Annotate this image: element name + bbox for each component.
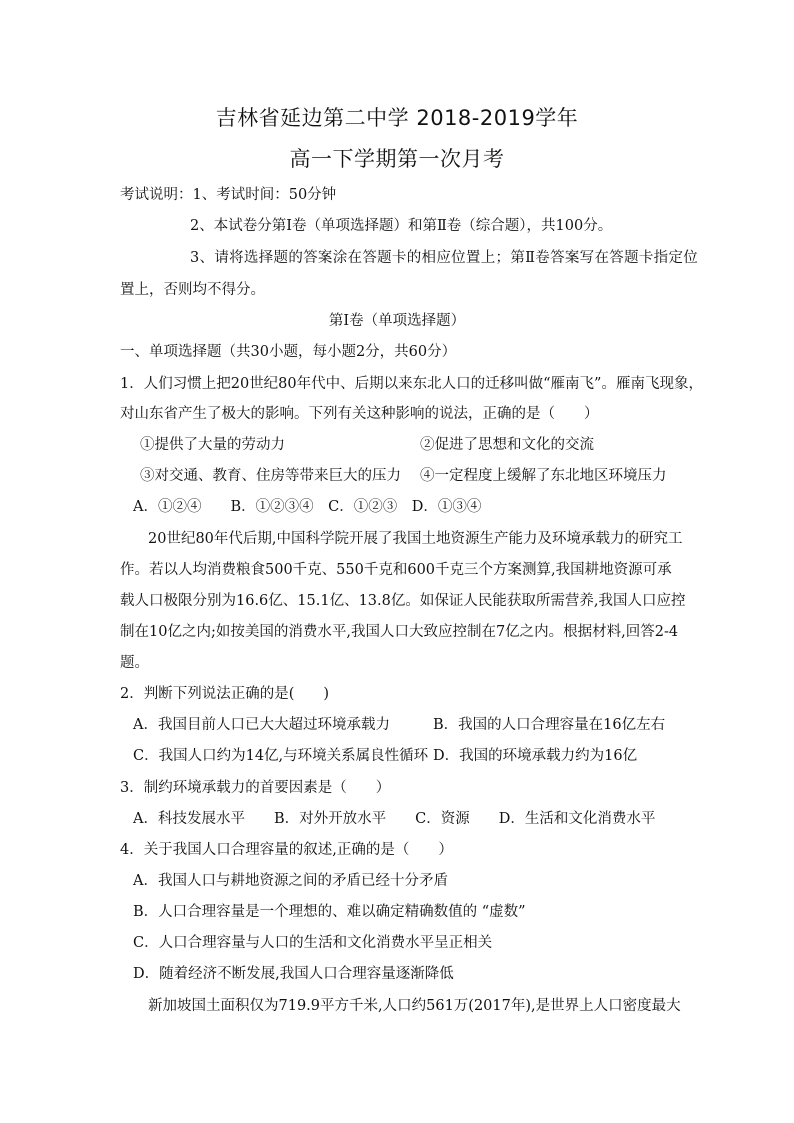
q1-item-2: ②促进了思想和文化的交流 bbox=[420, 437, 594, 453]
q1-stem-line-1: 1．人们习惯上把20世纪80年代中、后期以来东北人口的迁移叫做“雁南飞”。雁南飞现象， bbox=[120, 376, 703, 392]
q4-option-d: D．随着经济不断发展,我国人口合理容量逐渐降低 bbox=[133, 966, 454, 982]
exam-title-line2: 高一下学期第一次月考 bbox=[289, 147, 505, 171]
q3-stem: 3．制约环境承载力的首要因素是（ ） bbox=[120, 780, 391, 796]
q4-option-a: A．我国人口与耕地资源之间的矛盾已经十分矛盾 bbox=[133, 873, 448, 889]
instruction-line-2: 2、本试卷分第Ⅰ卷（单项选择题）和第Ⅱ卷（综合题），共100分。 bbox=[190, 218, 613, 234]
passage2-line-1: 新加坡国土面积仅为719.9平方千米,人口约561万(2017年),是世界上人口密度最大 bbox=[148, 998, 681, 1014]
q3-options: A．科技发展水平 B．对外开放水平 C．资源 D．生活和文化消费水平 bbox=[133, 811, 656, 827]
q1-item-4: ④一定程度上缓解了东北地区环境压力 bbox=[420, 468, 667, 484]
section-subheading: 一、单项选择题（共30小题，每小题2分，共60分） bbox=[120, 344, 457, 360]
q2-option-a: A．我国目前人口已大大超过环境承载力 bbox=[133, 717, 390, 733]
q1-item-3: ③对交通、教育、住房等带来巨大的压力 bbox=[140, 468, 401, 484]
q2-option-d: D．我国的环境承载力约为16亿 bbox=[433, 748, 638, 764]
q4-option-c: C．人口合理容量与人口的生活和文化消费水平呈正相关 bbox=[133, 935, 493, 951]
q1-item-1: ①提供了大量的劳动力 bbox=[140, 437, 285, 453]
q2-option-b: B．我国的人口合理容量在16亿左右 bbox=[433, 717, 666, 733]
section-heading: 第Ⅰ卷（单项选择题） bbox=[328, 313, 466, 329]
q1-stem-line-2: 对山东省产生了极大的影响。下列有关这种影响的说法，正确的是（ ） bbox=[120, 406, 599, 422]
q2-option-c: C．我国人口约为14亿,与环境关系属良性循环 bbox=[133, 748, 429, 764]
passage1-line-1: 20世纪80年代后期,中国科学院开展了我国土地资源生产能力及环境承载力的研究工 bbox=[148, 531, 683, 547]
q4-stem: 4．关于我国人口合理容量的叙述,正确的是（ ） bbox=[120, 842, 453, 858]
passage1-line-3: 载人口极限分别为16.6亿、15.1亿、13.8亿。如保证人民能获取所需营养,我国人口应控 bbox=[120, 593, 686, 609]
q2-stem: 2．判断下列说法正确的是( ) bbox=[120, 686, 330, 702]
instruction-line-3: 3、请将选择题的答案涂在答题卡的相应位置上；第Ⅱ卷答案写在答题卡指定位 bbox=[190, 250, 699, 266]
passage1-line-4: 制在10亿之内;如按美国的消费水平,我国人口大致应控制在7亿之内。根据材料,回答2-4 bbox=[120, 624, 679, 640]
exam-title-line1: 吉林省延边第二中学 2018-2019学年 bbox=[215, 106, 579, 130]
q4-option-b: B．人口合理容量是一个理想的、难以确定精确数值的 “虚数” bbox=[133, 904, 526, 920]
instruction-line-1: 考试说明：1、考试时间：50分钟 bbox=[120, 187, 337, 203]
passage1-line-2: 作。若以人均消费粮食500千克、550千克和600千克三个方案测算,我国耕地资源可承 bbox=[120, 562, 672, 578]
passage1-line-5: 题。 bbox=[120, 655, 149, 671]
instruction-line-4: 置上，否则均不得分。 bbox=[120, 282, 265, 298]
q1-options: A．①②④ B．①②③④ C．①②③ D．①③④ bbox=[133, 499, 482, 515]
